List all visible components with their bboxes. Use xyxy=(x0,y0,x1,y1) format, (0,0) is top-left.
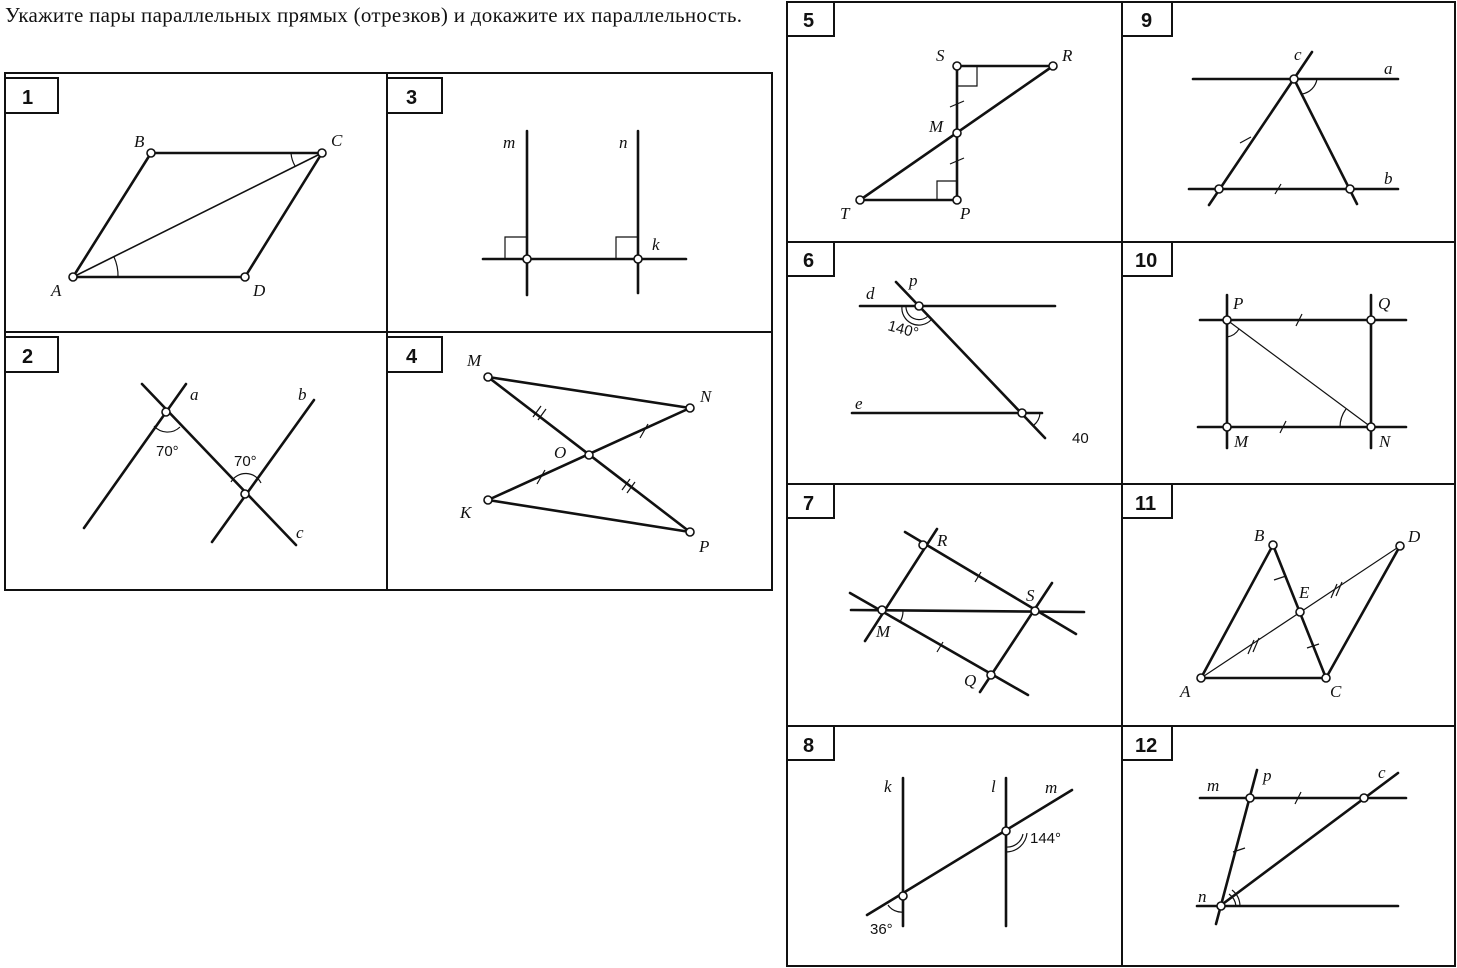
angle-140: 140° xyxy=(885,317,921,342)
label-N: N xyxy=(1379,432,1391,451)
problem-5 xyxy=(787,2,1073,223)
angle-36: 36° xyxy=(870,921,893,938)
label-B: B xyxy=(1254,526,1265,545)
problem-8 xyxy=(787,726,1072,938)
task-title: Укажите пары параллельных прямых (отрезков) и докажите их параллельность. xyxy=(5,3,743,27)
label-a: a xyxy=(190,385,199,404)
label-N: N xyxy=(700,387,712,406)
label-p: p xyxy=(909,271,918,290)
problem-3 xyxy=(387,78,686,295)
problem-10 xyxy=(1122,242,1406,451)
label-k: k xyxy=(884,777,892,796)
problem-1-number: 1 xyxy=(22,87,34,109)
angle-70-b: 70° xyxy=(234,453,257,470)
problem-7-number: 7 xyxy=(803,493,815,515)
label-e: e xyxy=(855,394,863,413)
label-l: l xyxy=(991,777,996,796)
problem-12 xyxy=(1122,726,1406,924)
problem-2-number: 2 xyxy=(22,346,34,368)
label-P: P xyxy=(699,537,710,556)
label-n: n xyxy=(1198,887,1207,906)
problem-4 xyxy=(387,337,713,556)
label-T: T xyxy=(840,204,850,223)
label-d: d xyxy=(866,284,875,303)
problem-2 xyxy=(5,337,314,545)
label-M: M xyxy=(467,351,482,370)
angle-70-a: 70° xyxy=(156,443,179,460)
label-A: A xyxy=(1180,682,1191,701)
label-C: C xyxy=(331,131,343,150)
problem-7 xyxy=(787,484,1084,695)
label-k: k xyxy=(652,235,660,254)
label-c: c xyxy=(296,523,304,542)
label-Q: Q xyxy=(1378,294,1391,313)
label-C: C xyxy=(1330,682,1342,701)
label-B: B xyxy=(134,132,145,151)
problem-10-number: 10 xyxy=(1135,250,1158,272)
label-S: S xyxy=(936,46,945,65)
problem-5-number: 5 xyxy=(803,10,815,32)
label-P: P xyxy=(1233,294,1244,313)
problem-12-number: 12 xyxy=(1135,735,1158,757)
label-n: n xyxy=(619,133,628,152)
problem-8-number: 8 xyxy=(803,735,815,757)
label-Q: Q xyxy=(964,671,977,690)
problem-9 xyxy=(1122,2,1398,205)
left-grid xyxy=(5,73,772,590)
label-c: c xyxy=(1378,763,1386,782)
label-m: m xyxy=(503,133,516,152)
problem-1 xyxy=(5,78,343,300)
problem-11-number: 11 xyxy=(1135,493,1157,515)
problem-3-number: 3 xyxy=(406,87,418,109)
label-m: m xyxy=(1045,778,1058,797)
label-M: M xyxy=(876,622,891,641)
label-P: P xyxy=(960,204,971,223)
angle-144: 144° xyxy=(1030,830,1062,847)
label-m: m xyxy=(1207,776,1220,795)
label-S: S xyxy=(1026,586,1035,605)
label-M: M xyxy=(929,117,944,136)
problem-11 xyxy=(1122,484,1421,701)
label-M: M xyxy=(1234,432,1249,451)
label-b: b xyxy=(298,385,307,404)
label-a: a xyxy=(1384,59,1393,78)
label-K: K xyxy=(460,503,472,522)
label-p: p xyxy=(1263,766,1272,785)
label-O: O xyxy=(554,443,567,462)
problem-6-number: 6 xyxy=(803,250,815,272)
problem-4-number: 4 xyxy=(406,346,418,368)
label-A: A xyxy=(51,281,62,300)
label-c: c xyxy=(1294,45,1302,64)
label-b: b xyxy=(1384,169,1393,188)
label-R: R xyxy=(1062,46,1073,65)
label-R: R xyxy=(937,531,948,550)
label-D: D xyxy=(253,281,266,300)
label-D: D xyxy=(1408,527,1421,546)
problem-6 xyxy=(787,242,1089,447)
problem-9-number: 9 xyxy=(1141,10,1153,32)
angle-40: 40 xyxy=(1072,430,1089,447)
label-E: E xyxy=(1299,583,1310,602)
